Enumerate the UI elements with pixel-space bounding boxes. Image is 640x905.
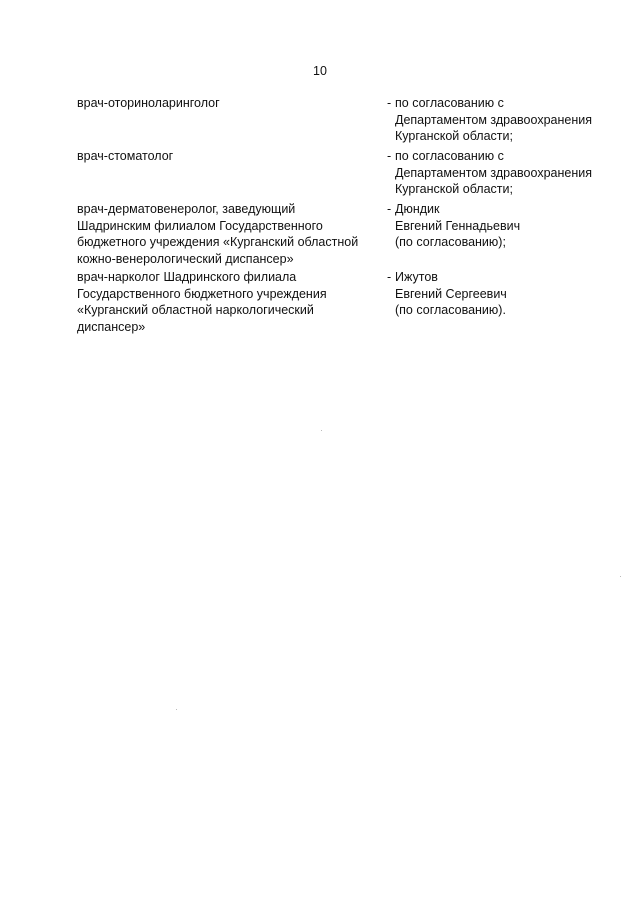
position-line: врач-нарколог Шадринского филиала <box>77 270 297 284</box>
assignment-line: (по согласованию). <box>395 303 506 317</box>
member-position <box>77 95 377 112</box>
assignment-line: Курганской области; <box>395 182 513 196</box>
position-line: врач-оториноларинголог <box>77 96 220 110</box>
member-position <box>77 269 377 335</box>
position-line: врач-стоматолог <box>77 149 174 163</box>
member-position <box>77 201 377 267</box>
position-line: бюджетного учреждения «Курганский областной <box>77 235 359 249</box>
member-assignment <box>387 148 622 198</box>
assignment-line: Департаментом здравоохранения <box>395 112 592 127</box>
dash-separator: - <box>387 270 392 284</box>
member-assignment <box>387 269 622 319</box>
member-assignment <box>387 201 622 251</box>
dash-separator: - <box>387 149 392 163</box>
position-line: «Курганский областной наркологический <box>77 303 314 317</box>
dash-separator: - <box>387 202 392 216</box>
page-number: 10 <box>313 64 327 78</box>
position-line: врач-дерматовенеролог, заведующий <box>77 202 296 216</box>
position-line: диспансер» <box>77 319 146 334</box>
member-position <box>77 148 377 165</box>
assignment-line: Департаментом здравоохранения <box>395 165 592 180</box>
assignment-line: Ижутов <box>395 270 438 284</box>
assignment-line: Евгений Сергеевич <box>395 286 507 301</box>
assignment-line: Дюндик <box>395 202 440 216</box>
assignment-line: Евгений Геннадьевич <box>395 218 521 233</box>
assignment-line: по согласованию с <box>395 96 504 110</box>
position-line: кожно-венерологический диспансер» <box>77 251 294 266</box>
position-line: Государственного бюджетного учреждения <box>77 286 327 301</box>
scan-speck <box>176 709 177 710</box>
scan-speck <box>620 576 621 577</box>
assignment-line: по согласованию с <box>395 149 504 163</box>
assignment-line: (по согласованию); <box>395 235 506 249</box>
member-assignment <box>387 95 622 145</box>
position-line: Шадринским филиалом Государственного <box>77 218 323 233</box>
assignment-line: Курганской области; <box>395 129 513 143</box>
dash-separator: - <box>387 96 392 110</box>
scan-speck <box>321 430 322 431</box>
